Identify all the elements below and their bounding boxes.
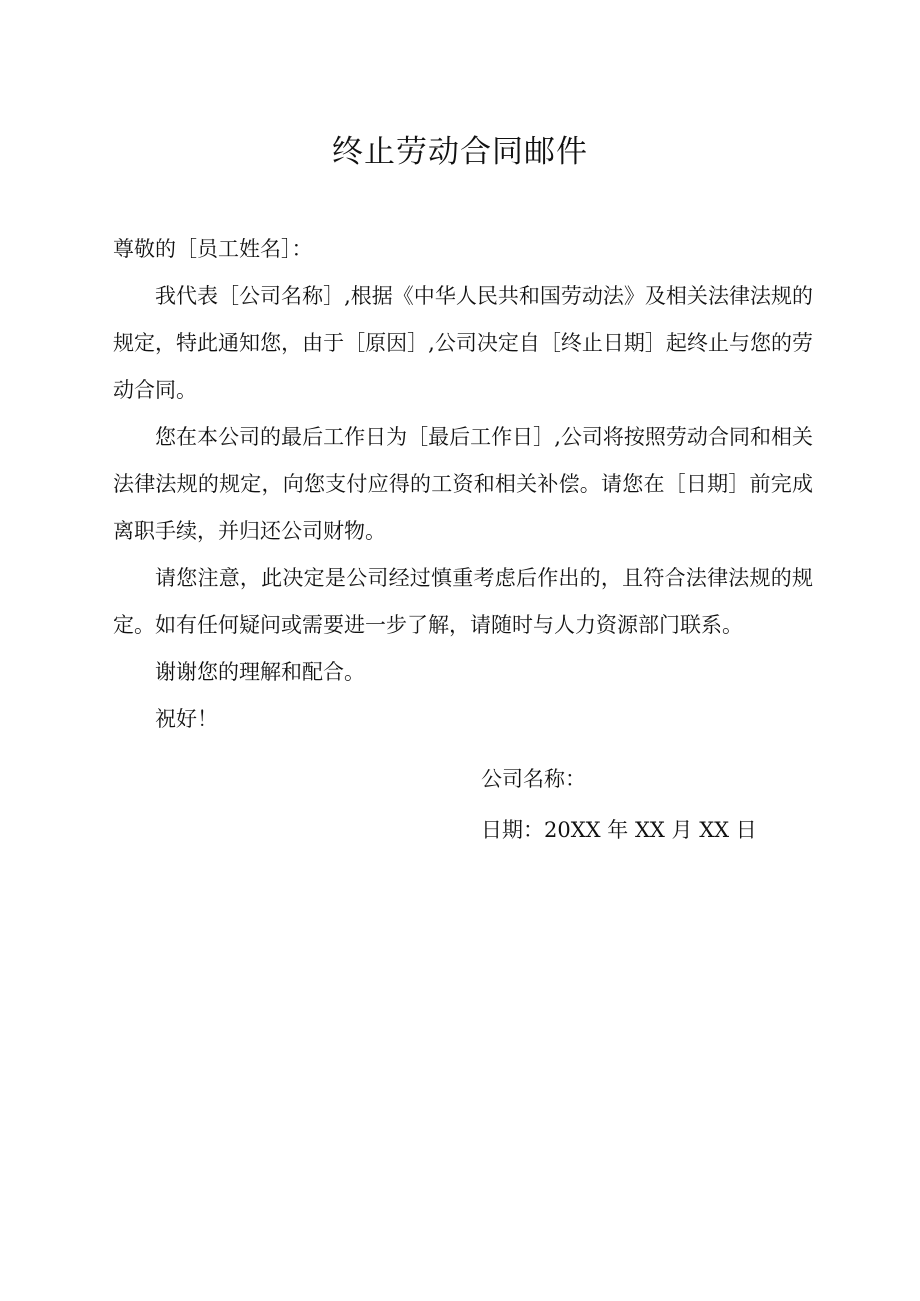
signature-date: 日期：20XX 年 XX 月 XX 日 — [481, 818, 757, 842]
letter-body — [113, 226, 813, 743]
closing: 祝好！ — [155, 707, 218, 731]
signature-company: 公司名称： — [481, 767, 586, 791]
salutation: 尊敬的［员工姓名］： — [113, 237, 313, 261]
document-title: 终止劳动合同邮件 — [332, 134, 588, 170]
signature-block — [481, 754, 757, 856]
paragraph-last-workday: 您在本公司的最后工作日为［最后工作日］,公司将按照劳动合同和相关法律法规的规定，向您支付应得的工资和相关补偿。请您在［日期］前完成离职手续，并归还公司财物。 — [113, 425, 813, 543]
paragraph-note: 请您注意，此决定是公司经过慎重考虑后作出的，且符合法律法规的规定。如有任何疑问或需要进一步了解，请随时与人力资源部门联系。 — [113, 566, 813, 637]
paragraph-notice: 我代表［公司名称］,根据《中华人民共和国劳动法》及相关法律法规的规定，特此通知您，由于［原因］,公司决定自［终止日期］起终止与您的劳动合同。 — [113, 284, 813, 402]
paragraph-thanks: 谢谢您的理解和配合。 — [155, 660, 365, 684]
